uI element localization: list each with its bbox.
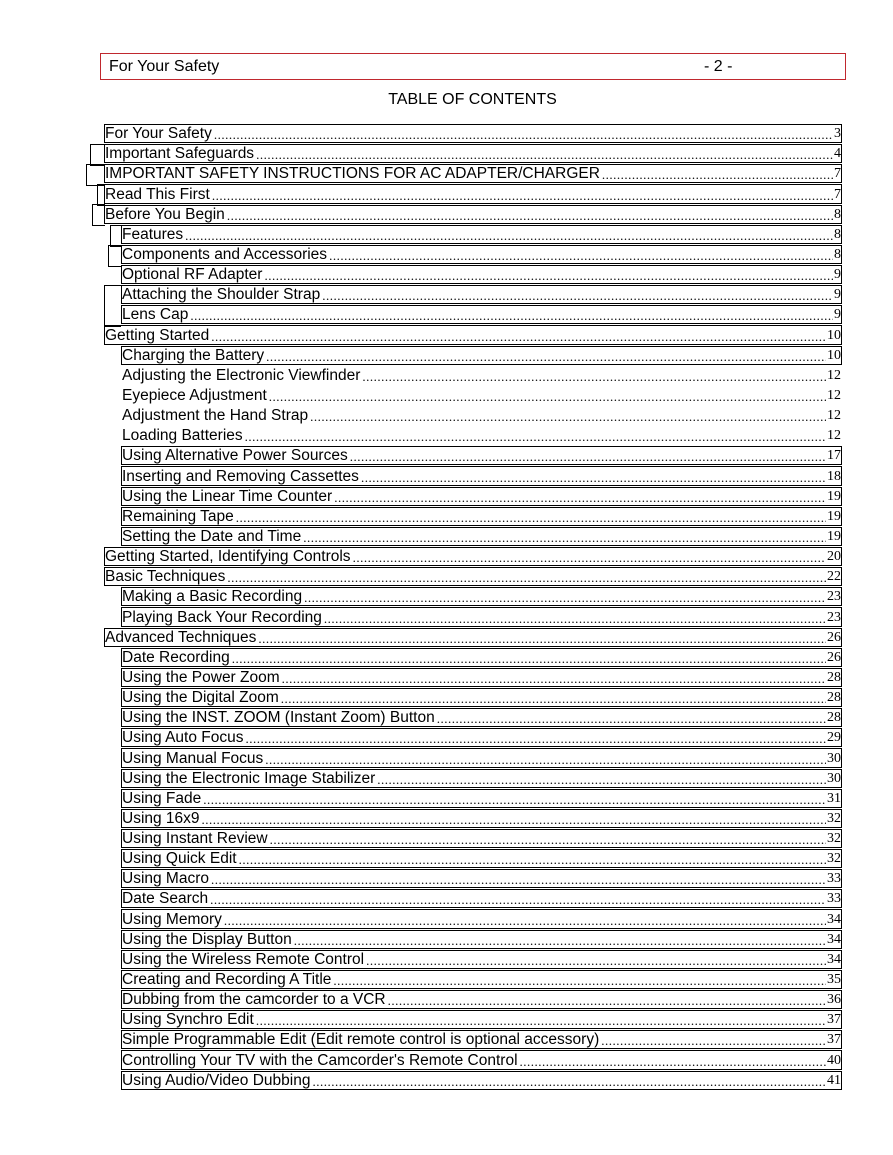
dot-leader [366, 953, 826, 969]
toc-entry-page: 32 [827, 831, 841, 847]
toc-entry[interactable] [105, 727, 841, 747]
toc-entry[interactable] [105, 486, 841, 506]
toc-entry[interactable] [105, 546, 841, 566]
dot-leader [224, 913, 826, 929]
toc-entry-label: Remaining Tape [122, 507, 234, 525]
toc-entry-label: Using Manual Focus [122, 749, 264, 767]
toc-entry-label: Basic Techniques [105, 568, 226, 586]
toc-entry-page: 37 [827, 1032, 841, 1048]
toc-entry[interactable] [105, 123, 841, 143]
toc-entry[interactable] [105, 324, 841, 344]
toc-entry[interactable] [105, 204, 841, 224]
toc-entry-page: 10 [827, 327, 841, 343]
header-page-number: - 2 - [704, 58, 733, 75]
toc-entry[interactable] [105, 627, 841, 647]
toc-entry[interactable] [105, 284, 841, 304]
dot-leader [269, 389, 826, 405]
toc-entry-label: Lens Cap [122, 306, 189, 324]
page-header [100, 53, 846, 80]
toc-entry[interactable] [105, 707, 841, 727]
toc-entry-label: Using Synchro Edit [122, 1011, 254, 1029]
toc-entry-label: Using Alternative Power Sources [122, 447, 348, 465]
toc-entry[interactable] [105, 989, 841, 1009]
toc-entry[interactable] [105, 908, 841, 928]
toc-entry[interactable] [105, 1070, 841, 1090]
dot-leader [388, 993, 826, 1009]
toc-entry[interactable] [105, 526, 841, 546]
header-title: For Your Safety [109, 58, 220, 75]
toc-entry-page: 34 [827, 911, 841, 927]
toc-entry-label: Using Macro [122, 870, 209, 888]
dot-leader [281, 691, 826, 707]
toc-entry-page: 4 [834, 146, 841, 162]
toc-entry-page: 23 [827, 589, 841, 605]
dot-leader [203, 792, 826, 808]
toc-entry-page: 18 [827, 468, 841, 484]
dot-leader [334, 490, 826, 506]
dot-leader [437, 711, 826, 727]
toc-entry-label: Simple Programmable Edit (Edit remote control is optional accessory) [122, 1031, 600, 1049]
toc-entry[interactable] [105, 888, 841, 908]
toc-entry[interactable] [105, 304, 841, 324]
dot-leader [329, 248, 833, 264]
toc-entry[interactable] [105, 788, 841, 808]
dot-leader [245, 429, 826, 445]
toc-entry-page: 31 [827, 790, 841, 806]
toc-entry[interactable] [105, 929, 841, 949]
dot-leader [210, 892, 826, 908]
toc-entry-label: Using Audio/Video Dubbing [122, 1071, 311, 1089]
toc-entry[interactable] [105, 163, 841, 183]
toc-entry-page: 19 [827, 488, 841, 504]
toc-entry-label: Loading Batteries [122, 427, 243, 445]
toc-entry-label: Controlling Your TV with the Camcorder's Remote Control [122, 1051, 518, 1069]
toc-entry-label: Read This First [105, 185, 210, 203]
toc-entry[interactable] [105, 244, 841, 264]
toc-entry-page: 8 [834, 206, 841, 222]
toc-entry[interactable] [105, 224, 841, 244]
toc-entry-label: Using the Power Zoom [122, 668, 280, 686]
dot-leader [232, 651, 826, 667]
dot-leader [312, 1074, 826, 1090]
dot-leader [362, 369, 826, 385]
toc-entry[interactable] [105, 183, 841, 203]
toc-entry-label: IMPORTANT SAFETY INSTRUCTIONS FOR AC ADAPTER/CHARGER [105, 165, 600, 183]
toc-entry-page: 19 [827, 508, 841, 524]
toc-entry-page: 35 [827, 972, 841, 988]
dot-leader [303, 530, 826, 546]
dot-leader [265, 752, 826, 768]
dot-leader [361, 470, 826, 486]
toc-entry-page: 12 [827, 408, 841, 424]
dot-leader [236, 510, 826, 526]
toc-entry[interactable] [105, 264, 841, 284]
dot-leader [202, 812, 826, 828]
toc-entry-page: 12 [827, 387, 841, 403]
dot-leader [264, 268, 833, 284]
dot-leader [601, 1033, 826, 1049]
toc-entry-label: Using Fade [122, 789, 202, 807]
toc-entry-label: Setting the Date and Time [122, 527, 302, 545]
toc-entry[interactable] [105, 425, 841, 445]
toc-entry-page: 17 [827, 448, 841, 464]
toc-entry-page: 28 [827, 669, 841, 685]
toc-entry[interactable] [105, 1049, 841, 1069]
toc-entry[interactable] [105, 687, 841, 707]
toc-entry-page: 20 [827, 549, 841, 565]
toc-entry-label: Optional RF Adapter [122, 266, 263, 284]
toc-entry-label: Adjustment the Hand Strap [122, 407, 309, 425]
toc-entry-page: 22 [827, 569, 841, 585]
toc-entry-label: Using the INST. ZOOM (Instant Zoom) Button [122, 709, 435, 727]
toc-entry-page: 9 [834, 307, 841, 323]
toc-entry-page: 7 [834, 166, 841, 182]
dot-leader [211, 872, 826, 888]
toc-entry[interactable] [105, 143, 841, 163]
toc-entry[interactable] [105, 405, 841, 425]
toc-entry[interactable] [105, 868, 841, 888]
toc-entry-label: Date Recording [122, 648, 230, 666]
toc-entry-page: 8 [834, 246, 841, 262]
toc-entry-label: Charging the Battery [122, 346, 265, 364]
toc-entry-page: 29 [827, 730, 841, 746]
table-of-contents [105, 123, 841, 1090]
toc-entry[interactable] [105, 1009, 841, 1029]
toc-entry[interactable] [105, 506, 841, 526]
dot-leader [282, 671, 826, 687]
toc-entry[interactable] [105, 828, 841, 848]
toc-entry[interactable] [105, 848, 841, 868]
toc-entry-label: Using Memory [122, 910, 222, 928]
dot-leader [353, 550, 826, 566]
toc-entry-page: 34 [827, 931, 841, 947]
toc-entry-label: Attaching the Shoulder Strap [122, 286, 321, 304]
toc-entry-label: Using the Display Button [122, 930, 292, 948]
toc-entry-label: Getting Started [105, 326, 210, 344]
margin-bracket [86, 164, 105, 186]
dot-leader [256, 147, 833, 163]
toc-entry[interactable] [105, 365, 841, 385]
toc-entry-page: 7 [834, 186, 841, 202]
dot-leader [304, 590, 826, 606]
toc-entry-page: 10 [827, 347, 841, 363]
toc-entry-page: 9 [834, 287, 841, 303]
toc-entry-page: 30 [827, 750, 841, 766]
dot-leader [520, 1054, 826, 1070]
toc-entry-label: Components and Accessories [122, 245, 328, 263]
dot-leader [185, 228, 833, 244]
margin-bracket [97, 184, 105, 206]
dot-leader [602, 167, 833, 183]
toc-entry[interactable] [105, 647, 841, 667]
dot-leader [377, 772, 826, 788]
toc-entry[interactable] [105, 385, 841, 405]
toc-entry-label: Creating and Recording A Title [122, 971, 332, 989]
margin-bracket [90, 144, 105, 166]
toc-entry-label: Inserting and Removing Cassettes [122, 467, 359, 485]
toc-entry[interactable] [105, 808, 841, 828]
dot-leader [266, 349, 826, 365]
toc-entry-page: 19 [827, 528, 841, 544]
toc-entry[interactable] [105, 586, 841, 606]
toc-entry-label: Making a Basic Recording [122, 588, 303, 606]
toc-entry-label: Getting Started, Identifying Controls [105, 548, 351, 566]
toc-entry-label: Date Search [122, 890, 209, 908]
toc-entry-page: 30 [827, 770, 841, 786]
toc-entry[interactable] [105, 566, 841, 586]
toc-entry-page: 37 [827, 1012, 841, 1028]
margin-bracket [92, 204, 105, 226]
toc-entry-page: 32 [827, 810, 841, 826]
toc-title: TABLE OF CONTENTS [388, 91, 557, 108]
toc-entry-label: Using the Linear Time Counter [122, 487, 333, 505]
toc-entry-page: 12 [827, 428, 841, 444]
toc-entry-page: 33 [827, 871, 841, 887]
toc-entry-label: Features [122, 225, 184, 243]
toc-entry-label: Playing Back Your Recording [122, 608, 322, 626]
dot-leader [190, 308, 833, 324]
dot-leader [211, 329, 826, 345]
toc-entry[interactable] [105, 345, 841, 365]
dot-leader [270, 832, 826, 848]
dot-leader [333, 973, 826, 989]
dot-leader [350, 449, 826, 465]
toc-entry[interactable] [105, 667, 841, 687]
toc-entry-page: 26 [827, 649, 841, 665]
toc-entry[interactable] [105, 768, 841, 788]
dot-leader [294, 933, 826, 949]
toc-entry-page: 3 [834, 126, 841, 142]
toc-entry-label: Eyepiece Adjustment [122, 386, 267, 404]
toc-entry[interactable] [105, 949, 841, 969]
toc-entry-page: 28 [827, 690, 841, 706]
dot-leader [310, 409, 826, 425]
toc-entry-label: Using the Electronic Image Stabilizer [122, 769, 376, 787]
toc-entry-label: Using 16x9 [122, 809, 200, 827]
dot-leader [212, 188, 833, 204]
toc-entry-page: 41 [827, 1072, 841, 1088]
dot-leader [227, 208, 833, 224]
toc-entry-page: 9 [834, 267, 841, 283]
toc-entry-page: 34 [827, 951, 841, 967]
toc-entry-label: Using Quick Edit [122, 850, 237, 868]
toc-entry-label: Before You Begin [105, 205, 225, 223]
toc-entry-page: 26 [827, 629, 841, 645]
toc-entry-label: For Your Safety [105, 125, 212, 143]
toc-entry[interactable] [105, 1029, 841, 1049]
toc-entry-label: Using Instant Review [122, 830, 268, 848]
toc-entry-page: 23 [827, 609, 841, 625]
toc-entry-page: 12 [827, 367, 841, 383]
dot-leader [245, 731, 826, 747]
toc-entry-label: Using the Wireless Remote Control [122, 950, 365, 968]
toc-entry[interactable] [105, 445, 841, 465]
toc-entry-page: 36 [827, 992, 841, 1008]
dot-leader [322, 288, 833, 304]
dot-leader [256, 1013, 826, 1029]
dot-leader [258, 631, 826, 647]
toc-entry[interactable] [105, 606, 841, 626]
toc-entry-label: Important Safeguards [105, 145, 255, 163]
toc-entry-label: Advanced Techniques [105, 628, 257, 646]
toc-entry-label: Using Auto Focus [122, 729, 244, 747]
dot-leader [324, 611, 826, 627]
toc-entry-page: 8 [834, 226, 841, 242]
dot-leader [214, 127, 833, 143]
toc-entry-page: 32 [827, 851, 841, 867]
dot-leader [227, 570, 826, 586]
toc-entry-label: Using the Digital Zoom [122, 689, 279, 707]
dot-leader [239, 852, 826, 868]
toc-entry-label: Adjusting the Electronic Viewfinder [122, 366, 361, 384]
toc-entry[interactable] [105, 747, 841, 767]
toc-entry-label: Dubbing from the camcorder to a VCR [122, 991, 386, 1009]
toc-entry[interactable] [105, 969, 841, 989]
toc-entry[interactable] [105, 465, 841, 485]
toc-entry-page: 33 [827, 891, 841, 907]
toc-entry-page: 40 [827, 1052, 841, 1068]
toc-entry-page: 28 [827, 710, 841, 726]
